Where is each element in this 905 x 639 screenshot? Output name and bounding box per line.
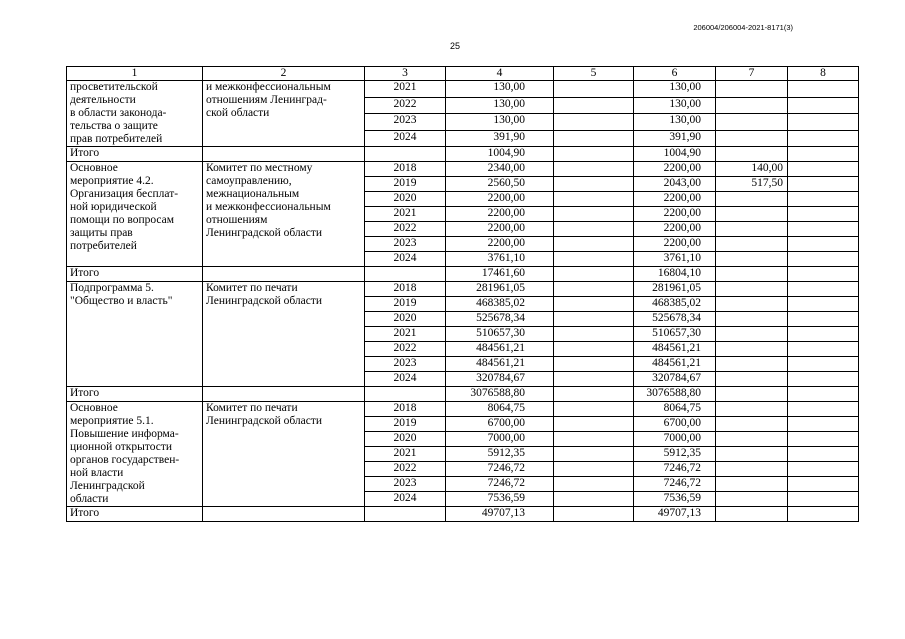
executor-line: ской области [206,107,270,119]
local-budget-cell [716,417,788,432]
other-sources-cell [788,222,859,237]
total-amount-cell: 3761,10 [446,252,554,267]
total-row [67,387,859,402]
total-amount-cell: 49707,13 [446,507,554,522]
federal-budget-cell [554,282,634,297]
federal-budget-cell [554,342,634,357]
empty-cell [203,147,365,162]
total-amount-cell: 391,90 [446,130,554,147]
total-amount-cell: 130,00 [446,114,554,131]
other-sources-cell [788,417,859,432]
other-sources-cell [788,372,859,387]
federal-budget-cell [554,357,634,372]
total-amount-cell: 130,00 [446,97,554,114]
federal-budget-cell [554,312,634,327]
regional-budget-cell: 2200,00 [634,207,716,222]
federal-budget-cell [554,147,634,162]
regional-budget-cell: 391,90 [634,130,716,147]
document-id: 206004/206004-2021-8171(3) [693,23,793,32]
total-amount-cell: 2560,50 [446,177,554,192]
executor-line: Комитет по печати [206,402,298,414]
federal-budget-cell [554,432,634,447]
measure-name-line: ционной открытости [70,441,173,453]
other-sources-cell [788,297,859,312]
budget-table [66,66,859,522]
year-cell: 2020 [365,312,446,327]
other-sources-cell [788,387,859,402]
regional-budget-cell: 3076588,80 [634,387,716,402]
local-budget-cell: 517,50 [716,177,788,192]
total-amount-cell: 484561,21 [446,342,554,357]
other-sources-cell [788,114,859,131]
total-amount-cell: 2340,00 [446,162,554,177]
regional-budget-cell: 3761,10 [634,252,716,267]
year-cell: 2019 [365,417,446,432]
year-cell: 2022 [365,462,446,477]
executor-line: и межконфессиональным [206,81,331,93]
regional-budget-cell: 320784,67 [634,372,716,387]
federal-budget-cell [554,177,634,192]
regional-budget-cell: 510657,30 [634,327,716,342]
federal-budget-cell [554,492,634,507]
year-cell: 2023 [365,237,446,252]
local-budget-cell [716,267,788,282]
year-cell: 2024 [365,130,446,147]
total-amount-cell: 5912,35 [446,447,554,462]
regional-budget-cell: 2043,00 [634,177,716,192]
year-cell: 2020 [365,192,446,207]
other-sources-cell [788,192,859,207]
year-cell: 2021 [365,327,446,342]
total-amount-cell: 1004,90 [446,147,554,162]
federal-budget-cell [554,114,634,131]
other-sources-cell [788,237,859,252]
other-sources-cell [788,267,859,282]
local-budget-cell [716,192,788,207]
other-sources-cell [788,81,859,98]
local-budget-cell [716,507,788,522]
total-amount-cell: 7536,59 [446,492,554,507]
measure-name-line: Организация бесплат- [70,188,179,200]
regional-budget-cell: 484561,21 [634,357,716,372]
total-amount-cell: 2200,00 [446,192,554,207]
budget-table-body [67,67,859,522]
empty-cell [203,267,365,282]
federal-budget-cell [554,372,634,387]
local-budget-cell: 140,00 [716,162,788,177]
local-budget-cell [716,372,788,387]
other-sources-cell [788,147,859,162]
local-budget-cell [716,387,788,402]
total-amount-cell: 468385,02 [446,297,554,312]
measure-name-line: области [70,493,109,505]
executor-line: межнациональным [206,188,300,200]
federal-budget-cell [554,97,634,114]
other-sources-cell [788,207,859,222]
total-amount-cell: 510657,30 [446,327,554,342]
total-amount-cell: 17461,60 [446,267,554,282]
regional-budget-cell: 49707,13 [634,507,716,522]
other-sources-cell [788,177,859,192]
page-number: 25 [449,41,460,51]
total-amount-cell: 2200,00 [446,207,554,222]
local-budget-cell [716,432,788,447]
total-amount-cell: 320784,67 [446,372,554,387]
federal-budget-cell [554,417,634,432]
local-budget-cell [716,492,788,507]
executor-cell [203,81,365,147]
regional-budget-cell: 8064,75 [634,402,716,417]
regional-budget-cell: 281961,05 [634,282,716,297]
empty-cell [365,147,446,162]
executor-line: и межконфессиональным [206,201,331,213]
total-amount-cell: 3076588,80 [446,387,554,402]
regional-budget-cell: 2200,00 [634,222,716,237]
regional-budget-cell: 468385,02 [634,297,716,312]
executor-cell [203,402,365,507]
local-budget-cell [716,147,788,162]
federal-budget-cell [554,192,634,207]
local-budget-cell [716,130,788,147]
measure-name-cell [67,282,203,387]
local-budget-cell [716,207,788,222]
total-amount-cell: 6700,00 [446,417,554,432]
year-cell: 2021 [365,81,446,98]
total-amount-cell: 525678,34 [446,312,554,327]
executor-line: Комитет по печати [206,282,298,294]
regional-budget-cell: 130,00 [634,114,716,131]
federal-budget-cell [554,207,634,222]
column-header: 8 [788,67,859,81]
total-amount-cell: 130,00 [446,81,554,98]
year-cell: 2018 [365,282,446,297]
measure-name-line: Повышение информа- [70,428,179,440]
total-amount-cell: 7246,72 [446,462,554,477]
federal-budget-cell [554,222,634,237]
regional-budget-cell: 7536,59 [634,492,716,507]
local-budget-cell [716,97,788,114]
empty-cell [365,387,446,402]
federal-budget-cell [554,130,634,147]
federal-budget-cell [554,507,634,522]
column-header: 1 [67,67,203,81]
total-amount-cell: 281961,05 [446,282,554,297]
federal-budget-cell [554,447,634,462]
other-sources-cell [788,462,859,477]
local-budget-cell [716,222,788,237]
measure-name-line: тельства о защите [70,120,158,132]
executor-line: отношениям Ленинград- [206,94,327,106]
other-sources-cell [788,357,859,372]
empty-cell [203,387,365,402]
local-budget-cell [716,81,788,98]
total-amount-cell: 8064,75 [446,402,554,417]
measure-name-line: ной юридической [70,201,157,213]
year-cell: 2021 [365,447,446,462]
regional-budget-cell: 7246,72 [634,477,716,492]
year-cell: 2022 [365,342,446,357]
local-budget-cell [716,252,788,267]
other-sources-cell [788,402,859,417]
other-sources-cell [788,282,859,297]
measure-name-line: органов государствен- [70,454,180,466]
table-row [67,402,859,417]
local-budget-cell [716,342,788,357]
executor-cell [203,282,365,387]
local-budget-cell [716,357,788,372]
column-header-row [67,67,859,81]
measure-name-line: помощи по вопросам [70,214,175,226]
year-cell: 2023 [365,357,446,372]
column-header: 7 [716,67,788,81]
federal-budget-cell [554,477,634,492]
other-sources-cell [788,130,859,147]
executor-line: отношениям [206,214,268,226]
regional-budget-cell: 2200,00 [634,162,716,177]
total-label: Итого [67,507,203,522]
total-label: Итого [67,267,203,282]
table-row [67,81,859,98]
other-sources-cell [788,342,859,357]
year-cell: 2022 [365,97,446,114]
year-cell: 2024 [365,252,446,267]
year-cell: 2023 [365,114,446,131]
federal-budget-cell [554,81,634,98]
executor-line: Ленинградской области [206,227,323,239]
empty-cell [365,267,446,282]
executor-line: Комитет по местному [206,162,313,174]
local-budget-cell [716,462,788,477]
total-amount-cell: 2200,00 [446,222,554,237]
measure-name-line: "Общество и власть" [70,295,173,307]
regional-budget-cell: 7246,72 [634,462,716,477]
regional-budget-cell: 7000,00 [634,432,716,447]
column-header: 5 [554,67,634,81]
measure-name-cell [67,162,203,267]
federal-budget-cell [554,387,634,402]
column-header: 4 [446,67,554,81]
empty-cell [365,507,446,522]
measure-name-line: ной власти [70,467,124,479]
regional-budget-cell: 484561,21 [634,342,716,357]
federal-budget-cell [554,462,634,477]
total-amount-cell: 484561,21 [446,357,554,372]
other-sources-cell [788,327,859,342]
other-sources-cell [788,477,859,492]
other-sources-cell [788,252,859,267]
total-label: Итого [67,387,203,402]
total-amount-cell: 2200,00 [446,237,554,252]
measure-name-cell [67,81,203,147]
year-cell: 2023 [365,477,446,492]
regional-budget-cell: 130,00 [634,97,716,114]
measure-name-line: потребителей [70,240,137,252]
measure-name-line: Ленинградской [70,480,145,492]
year-cell: 2019 [365,177,446,192]
regional-budget-cell: 6700,00 [634,417,716,432]
year-cell: 2018 [365,162,446,177]
other-sources-cell [788,162,859,177]
measure-name-line: деятельности [70,94,136,106]
measure-name-line: мероприятие 5.1. [70,415,154,427]
local-budget-cell [716,297,788,312]
regional-budget-cell: 525678,34 [634,312,716,327]
other-sources-cell [788,492,859,507]
total-row [67,147,859,162]
other-sources-cell [788,97,859,114]
column-header: 3 [365,67,446,81]
other-sources-cell [788,507,859,522]
measure-name-cell [67,402,203,507]
regional-budget-cell: 1004,90 [634,147,716,162]
measure-name-line: Основное [70,402,118,414]
year-cell: 2024 [365,372,446,387]
other-sources-cell [788,312,859,327]
column-header: 6 [634,67,716,81]
year-cell: 2020 [365,432,446,447]
federal-budget-cell [554,267,634,282]
local-budget-cell [716,114,788,131]
measure-name-line: мероприятие 4.2. [70,175,154,187]
local-budget-cell [716,327,788,342]
federal-budget-cell [554,327,634,342]
local-budget-cell [716,282,788,297]
federal-budget-cell [554,162,634,177]
measure-name-line: прав потребителей [70,133,163,145]
executor-line: Ленинградской области [206,295,323,307]
year-cell: 2024 [365,492,446,507]
column-header: 2 [203,67,365,81]
measure-name-line: защиты прав [70,227,133,239]
total-amount-cell: 7000,00 [446,432,554,447]
local-budget-cell [716,477,788,492]
local-budget-cell [716,402,788,417]
table-row [67,162,859,177]
total-amount-cell: 7246,72 [446,477,554,492]
federal-budget-cell [554,402,634,417]
measure-name-line: Подпрограмма 5. [70,282,154,294]
regional-budget-cell: 2200,00 [634,192,716,207]
total-label: Итого [67,147,203,162]
year-cell: 2021 [365,207,446,222]
federal-budget-cell [554,252,634,267]
local-budget-cell [716,312,788,327]
measure-name-line: просветительской [70,81,158,93]
measure-name-line: Основное [70,162,118,174]
other-sources-cell [788,432,859,447]
regional-budget-cell: 5912,35 [634,447,716,462]
total-row [67,507,859,522]
year-cell: 2019 [365,297,446,312]
empty-cell [203,507,365,522]
total-row [67,267,859,282]
executor-line: Ленинградской области [206,415,323,427]
federal-budget-cell [554,297,634,312]
other-sources-cell [788,447,859,462]
local-budget-cell [716,447,788,462]
executor-line: самоуправлению, [206,175,292,187]
executor-cell [203,162,365,267]
federal-budget-cell [554,237,634,252]
regional-budget-cell: 2200,00 [634,237,716,252]
regional-budget-cell: 16804,10 [634,267,716,282]
measure-name-line: в области законода- [70,107,167,119]
table-row [67,282,859,297]
year-cell: 2022 [365,222,446,237]
year-cell: 2018 [365,402,446,417]
regional-budget-cell: 130,00 [634,81,716,98]
local-budget-cell [716,237,788,252]
